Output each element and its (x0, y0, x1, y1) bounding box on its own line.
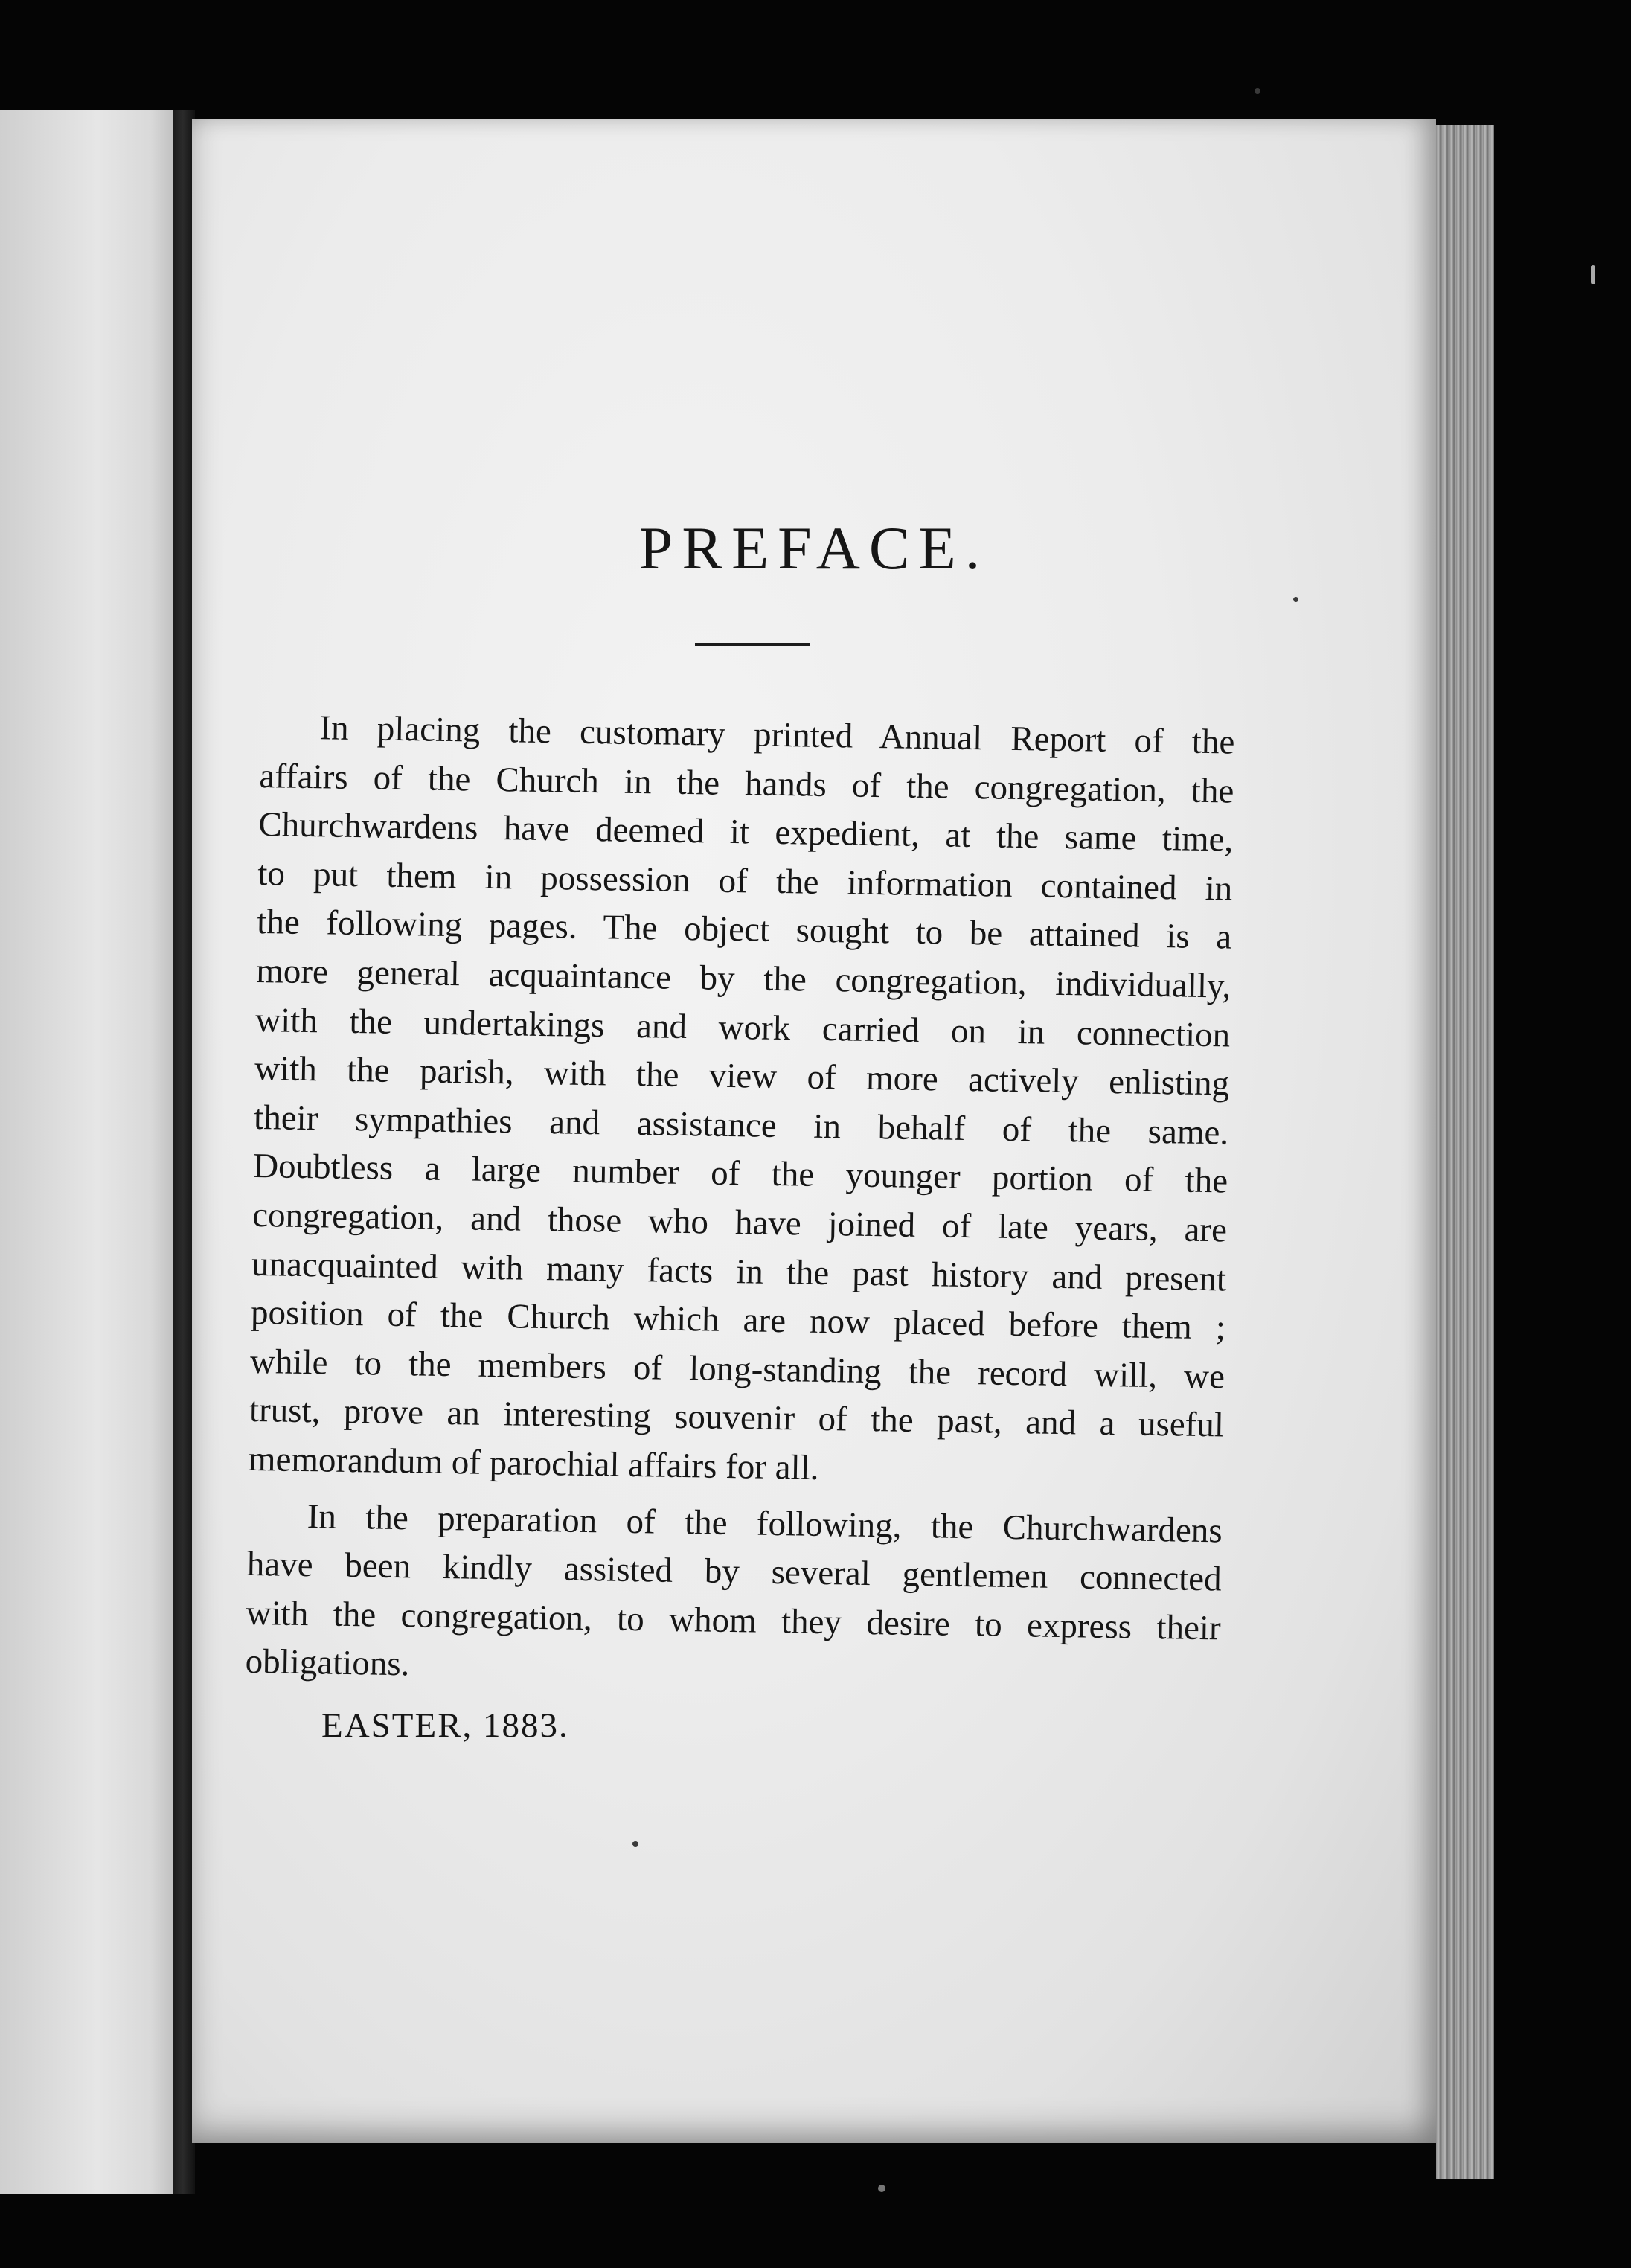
text-line: memorandum of parochial affairs for all. (248, 1439, 819, 1487)
text-line: more general acquaintance by the congregation, individually, (255, 951, 1231, 1006)
dust-speck (1293, 597, 1298, 602)
dust-speck (1255, 88, 1260, 94)
text-line: while to the members of long-standing the record will, we (249, 1342, 1225, 1397)
text-line: In the preparation of the following, the Churchwardens (307, 1496, 1223, 1550)
text-line: affairs of the Church in the hands of the congregation, the (259, 756, 1234, 811)
page-edges (1436, 125, 1494, 2179)
text-line: with the parish, with the view of more actively enlisting (254, 1049, 1230, 1103)
dust-speck (1591, 265, 1595, 284)
text-line: trust, prove an interesting souvenir of the past, and a useful (249, 1391, 1225, 1445)
text-line: to put them in possession of the information contained in (257, 853, 1233, 909)
text-line: Churchwardens have deemed it expedient, at the same time, (258, 805, 1234, 859)
left-page (0, 110, 177, 2194)
paragraph-1 (249, 703, 1235, 1499)
text-line: their sympathies and assistance in behalf of the same. (253, 1098, 1229, 1153)
text-line: with the undertakings and work carried on in connection (254, 1000, 1231, 1055)
text-line: the following pages. The object sought to be attained is a (256, 903, 1232, 957)
dust-speck (878, 2185, 885, 2192)
page-title: PREFACE. (638, 514, 990, 582)
text-line: congregation, and those who have joined of late years, are (251, 1195, 1228, 1250)
text-line: with the congregation, to whom they desire to express their (246, 1593, 1222, 1648)
dust-speck (632, 1841, 638, 1847)
text-line: Doubtless a large number of the younger portion of the (252, 1147, 1228, 1201)
paragraph-2 (245, 1491, 1223, 1702)
preface-body (245, 703, 1235, 1702)
text-line: In placing the customary printed Annual Report of the (319, 708, 1235, 762)
text-line: position of the Church which are now placed before them ; (250, 1293, 1226, 1348)
text-line: have been kindly assisted by several gentlemen connected (246, 1544, 1223, 1599)
date-line: EASTER, 1883. (321, 1706, 569, 1745)
title-rule (695, 643, 810, 646)
text-line: obligations. (245, 1642, 410, 1684)
text-line: unacquainted with many facts in the past history and present (251, 1244, 1227, 1299)
